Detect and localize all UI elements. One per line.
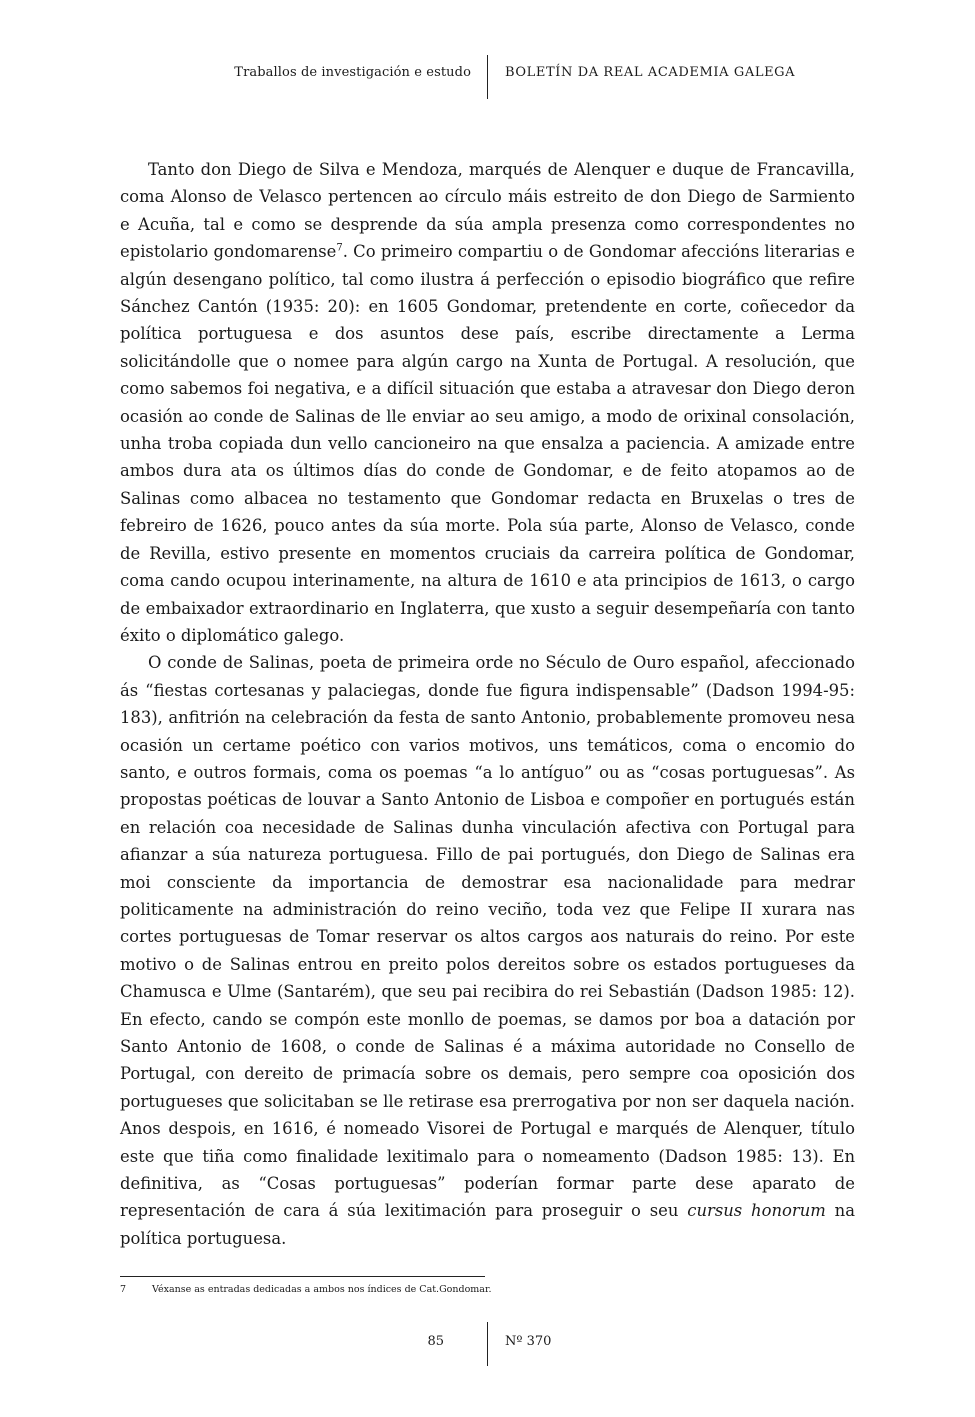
footnote-rule xyxy=(120,1276,485,1277)
journal-title: BOLETÍN DA REAL ACADEMIA GALEGA xyxy=(505,65,796,80)
paragraph-2-text-b: na política portuguesa. xyxy=(120,1201,855,1248)
paragraph-1-text-a: Tanto don Diego de Silva e Mendoza, marqués de Alenquer e duque de Francavilla, coma Alonso de Velasco pertencen ao círculo máis estreito de don Diego de Sarmiento e Acuña, tal e como se desprende da súa ampla presenza como correspondentes no epistolario gondomarense xyxy=(120,160,855,262)
footnote-reference: 7 xyxy=(336,242,343,254)
section-title: Traballos de investigación e estudo xyxy=(234,65,471,80)
paragraph-2 xyxy=(120,649,855,1252)
page-number: 85 xyxy=(427,1334,444,1349)
footnote-text: Véxanse as entradas dedicadas a ambos nos índices de Cat.Gondomar. xyxy=(152,1284,492,1295)
page-footer xyxy=(0,1322,975,1368)
footer-divider xyxy=(487,1322,488,1366)
paragraph-1-text-b: . Co primeiro compartiu o de Gondomar afeccións literarias e algún desengano político, tal como ilustra á perfección o episodio biográfico que refire Sánchez Cantón (1935: 20): en 1605 Gondomar, pretendente en corte, coñecedor da política portuguesa e dos asuntos dese país, escribe directamente a Lerma solicitándolle que o nomee para algún cargo na Xunta de Portugal. A resolución, que como sabemos foi negativa, e a difícil situación que estaba a atravesar don Diego deron ocasión ao conde de Salinas de lle enviar ao seu amigo, a modo de orixinal consolación, unha troba copiada dun vello cancioneiro na que ensalza a paciencia. A amizade entre ambos dura ata os últimos días do conde de Gondomar, e de feito atopamos ao de Salinas como albacea no testamento que Gondomar redacta en Bruxelas o tres de febreiro de 1626, pouco antes da súa morte. Pola súa parte, Alonso de Velasco, conde de Revilla, estivo presente en momentos cruciais da carreira política de Gondomar, coma cando ocupou interinamente, na altura de 1610 e ata principios de 1613, o cargo de embaixador extraordinario en Inglaterra, que xusto a seguir desempeñaría con tanto éxito o diplomático galego. xyxy=(120,242,855,645)
header-divider xyxy=(487,55,488,99)
issue-number: Nº 370 xyxy=(505,1334,552,1349)
paragraph-2-text-a: O conde de Salinas, poeta de primeira orde no Século de Ouro español, afeccionado ás “fiestas cortesanas y palaciegas, donde fue figura indispensable” (Dadson 1994-95: 183), anfitrión na celebración da festa de santo Antonio, probablemente promoveu nesa ocasión un certame poético con varios motivos, uns temáticos, coma o encomio do santo, e outros formais, coma os poemas “a lo antíguo” ou as “cosas portuguesas”. As propostas poéticas de louvar a Santo Antonio de Lisboa e compoñer en portugués están en relación coa necesidade de Salinas dunha vinculación afectiva con Portugal para afianzar a súa natureza portuguesa. Fillo de pai portugués, don Diego de Salinas era moi consciente da importancia de demostrar esa nacionalidade para medrar politicamente na administración do reino veciño, toda vez que Felipe II xurara nas cortes portuguesas de Tomar reservar os altos cargos aos naturais do reino. Por este motivo o de Salinas entrou en preito polos dereitos sobre os estados portugueses da Chamusca e Ulme (Santarém), que seu pai recibira do rei Sebastián (Dadson 1985: 12). En efecto, cando se compón este monllo de poemas, se damos por boa a datación por Santo Antonio de 1608, o conde de Salinas é a máxima autoridade no Consello de Portugal, con dereito de primacía sobre os demais, pero sempre coa oposición dos portugueses que solicitaban se lle retirase esa prerrogativa por non ser daquela nación. Anos despois, en 1616, é nomeado Visorei de Portugal e marqués de Alenquer, título este que tiña como finalidade lexitimalo para o nomeamento (Dadson 1985: 13). En definitiva, as “Cosas portuguesas” poderían formar parte dese aparato de representación de cara á súa lexitimación para proseguir o seu xyxy=(120,653,855,1221)
paragraph-1 xyxy=(120,156,855,649)
latin-phrase: cursus honorum xyxy=(687,1201,826,1221)
running-header xyxy=(0,55,975,101)
footnote xyxy=(120,1284,492,1295)
footnote-number: 7 xyxy=(120,1284,127,1295)
article-body xyxy=(120,156,855,1252)
